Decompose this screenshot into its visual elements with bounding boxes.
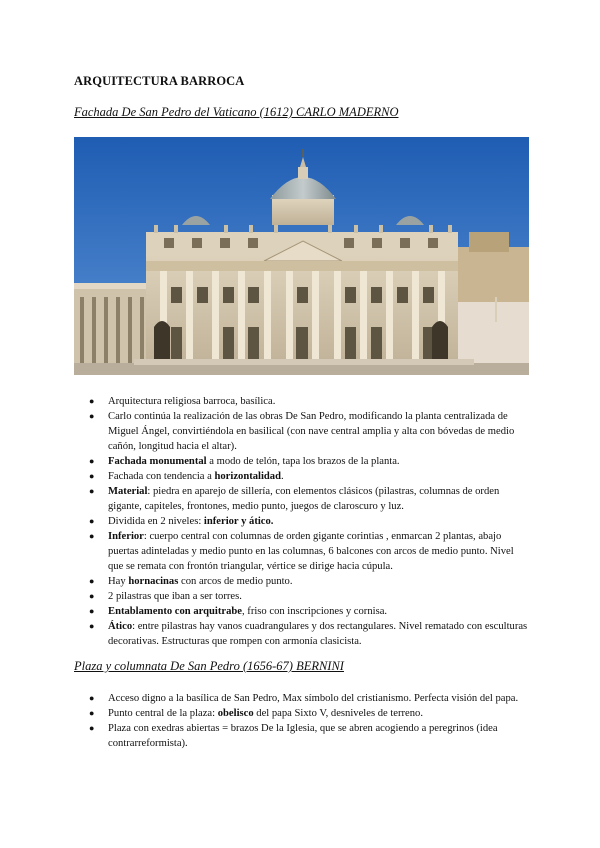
bullet-icon: ● [89,471,95,481]
bold-text: Fachada monumental [108,456,207,467]
text: , friso con inscripciones y cornisa. [242,606,388,617]
text: Arquitectura religiosa barroca, basílica. [108,396,276,407]
bullet-icon: ● [89,531,95,541]
bullet-icon: ● [89,591,95,601]
list-item [74,691,529,706]
plaza-bullet-list [74,691,529,751]
bullet-icon: ● [89,396,95,406]
text: Carlo continúa la realización de las obras De San Pedro, modificando la planta centralizada de Miguel Ángel, convirtiéndola en basilical (con nave central amplia y alta con bóvedas de medio cañón, longitud hacia el altar). [108,411,515,452]
list-item [74,469,529,484]
list-item [74,706,529,721]
bold-text: hornacinas [128,576,179,587]
st-peters-facade-photo [74,137,529,375]
bold-text: obelisco [217,708,254,719]
list-item [74,394,529,409]
bold-text: Inferior [108,531,144,542]
bullet-icon: ● [89,723,95,733]
text: Punto central de la plaza: [108,708,218,719]
bold-text: Ático [108,621,133,632]
text: : cuerpo central con columnas de orden gigante corintias , enmarcan 2 plantas, abajo puertas adinteladas y medio punto en las columnas, 6 balcones con arcos de medio punto. Nivel que se remata con frontón triangular, vértice se dirige hacia cúpula. [108,531,514,572]
bullet-icon: ● [89,516,95,526]
list-item [74,604,529,619]
bold-text: Entablamento con arquitrabe [108,606,242,617]
bold-text: Material [108,486,148,497]
text: . [281,471,284,482]
list-item [74,484,529,514]
text: Plaza con exedras abiertas = brazos De la Iglesia, que se abren acogiendo a peregrinos (idea contrarreformista). [108,723,498,749]
bullet-icon: ● [89,693,95,703]
bullet-icon: ● [89,708,95,718]
list-item [74,721,529,751]
bold-text: inferior y ático. [203,516,274,527]
bullet-icon: ● [89,576,95,586]
list-item [74,529,529,574]
document-title: ARQUITECTURA BARROCA [74,74,245,88]
list-item [74,514,529,529]
text: a modo de telón, tapa los brazos de la planta. [206,456,400,467]
text: 2 pilastras que iban a ser torres. [108,591,242,602]
text: Fachada con tendencia a [108,471,215,482]
bullet-icon: ● [89,456,95,466]
text: : entre pilastras hay vanos cuadrangulares y dos rectangulares. Nivel rematado con esculturas decorativas. Estructuras que rompen con armonía clasicista. [108,621,528,647]
list-item [74,409,529,454]
bullet-icon: ● [89,621,95,631]
text: Hay [108,576,129,587]
bullet-icon: ● [89,486,95,496]
text: con arcos de medio punto. [178,576,293,587]
bold-text: horizontalidad [214,471,282,482]
list-item [74,589,529,604]
text: Acceso digno a la basílica de San Pedro, Max símbolo del cristianismo. Perfecta visión del papa. [108,693,519,704]
bullet-icon: ● [89,411,95,421]
facade-bullet-list [74,394,529,649]
section-heading-plaza: Plaza y columnata De San Pedro (1656-67) BERNINI [74,659,344,673]
text: del papa Sixto V, desniveles de terreno. [253,708,424,719]
bullet-icon: ● [89,606,95,616]
list-item [74,574,529,589]
list-item [74,619,529,649]
text: Dividida en 2 niveles: [108,516,204,527]
text: : piedra en aparejo de sillería, con elementos clásicos (pilastras, columnas de orden gigante, capiteles, frontones, medio punto, juegos de claroscuro y luz. [108,486,500,512]
list-item [74,454,529,469]
section-heading-fachada: Fachada De San Pedro del Vaticano (1612) CARLO MADERNO [74,105,399,119]
